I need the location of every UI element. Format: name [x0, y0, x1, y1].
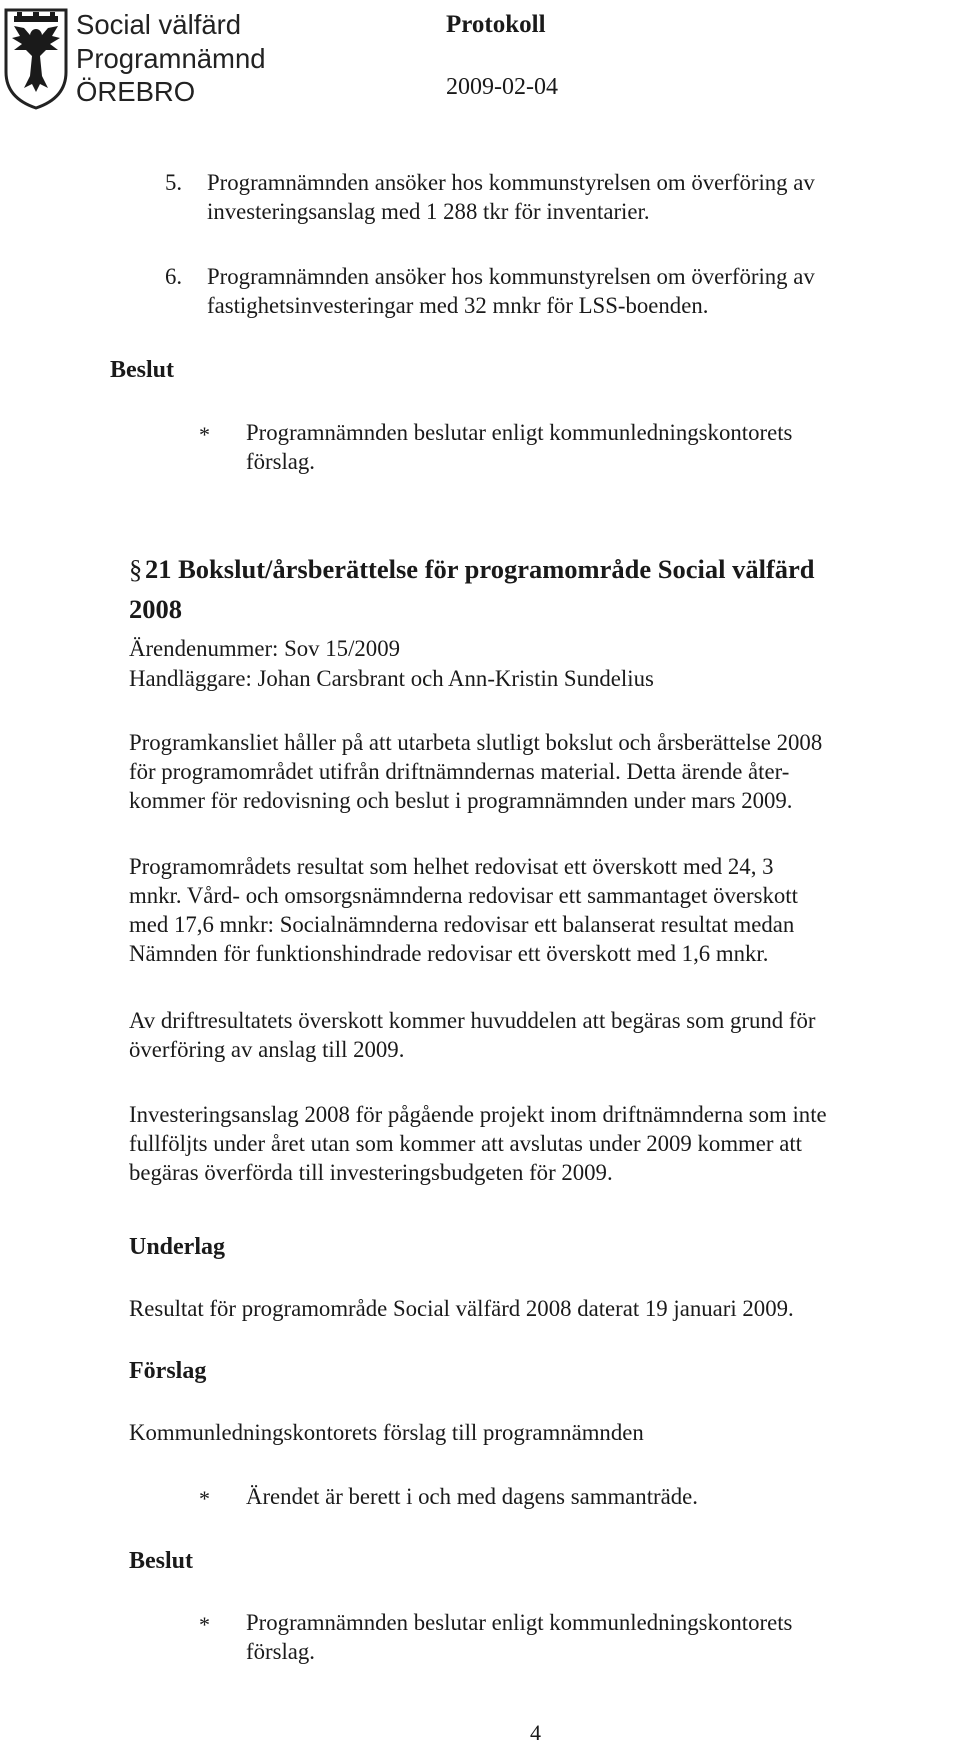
logo-line-2: Programnämnd: [76, 42, 266, 74]
list-item-line: Programnämnden ansöker hos kommunstyrelsen om överföring av: [207, 264, 815, 289]
asterisk-bullet-icon: *: [199, 1612, 210, 1637]
paragraph: [129, 852, 798, 968]
coat-of-arms-icon: [4, 6, 68, 110]
paragraph-line: Investeringsanslag 2008 för pågående projekt inom driftnämnderna som inte: [129, 1102, 827, 1127]
list-item: [207, 262, 815, 320]
logo-wordmark: [76, 8, 266, 109]
beslut-heading: Beslut: [110, 357, 175, 383]
beslut-line: förslag.: [246, 449, 316, 474]
asterisk-bullet-icon: *: [199, 422, 210, 447]
paragraph-line: med 17,6 mnkr: Socialnämnderna redovisar ett balanserat resultat medan: [129, 912, 795, 937]
organization-logo: [4, 6, 304, 110]
document-type-title: Protokoll: [446, 11, 546, 38]
paragraph-line: överföring av anslag till 2009.: [129, 1037, 405, 1062]
logo-line-3: ÖREBRO: [76, 76, 196, 107]
paragraph-line: Av driftresultatets överskott kommer huvuddelen att begäras som grund för: [129, 1008, 816, 1033]
document-date: 2009-02-04: [446, 74, 558, 100]
forslag-text: Kommunledningskontorets förslag till programnämnden: [129, 1420, 644, 1445]
list-item-line: Programnämnden ansöker hos kommunstyrelsen om överföring av: [207, 170, 815, 195]
beslut-line: Programnämnden beslutar enligt kommunledningskontorets: [246, 420, 793, 445]
asterisk-bullet-icon: *: [199, 1486, 210, 1511]
paragraph-line: för programområdet utifrån driftnämndernas material. Detta ärende åter-: [129, 759, 790, 784]
paragraph-line: kommer för redovisning och beslut i programnämnden under mars 2009.: [129, 788, 793, 813]
beslut-text: [246, 418, 792, 476]
underlag-heading: Underlag: [129, 1234, 225, 1260]
paragraph-line: Programområdets resultat som helhet redovisat ett överskott med 24, 3: [129, 854, 774, 879]
paragraph-line: Nämnden för funktionshindrade redovisar ett överskott med 1,6 mnkr.: [129, 941, 769, 966]
paragraph-line: Programkansliet håller på att utarbeta slutligt bokslut och årsberättelse 2008: [129, 730, 823, 755]
beslut-line: förslag.: [246, 1639, 316, 1664]
handlaggare: Handläggare: Johan Carsbrant och Ann-Kristin Sundelius: [129, 666, 654, 691]
paragraph: [129, 1006, 815, 1064]
forslag-bullet-text: Ärendet är berett i och med dagens sammanträde.: [246, 1484, 698, 1509]
forslag-heading: Förslag: [129, 1358, 207, 1384]
list-item-line: investeringsanslag med 1 288 tkr för inventarier.: [207, 199, 650, 224]
arendenummer: Ärendenummer: Sov 15/2009: [129, 636, 400, 661]
list-item-number: 5.: [165, 170, 183, 195]
beslut-line: Programnämnden beslutar enligt kommunledningskontorets: [246, 1610, 793, 1635]
list-item-line: fastighetsinvesteringar med 32 mnkr för LSS-boenden.: [207, 293, 709, 318]
paragraph-line: fullföljts under året utan som kommer att avslutas under 2009 kommer att: [129, 1131, 802, 1156]
beslut-text: [246, 1608, 792, 1666]
paragraph-line: mnkr. Vård- och omsorgsnämnderna redovisar ett sammantaget överskott: [129, 883, 798, 908]
section-title-line: 2008: [129, 594, 182, 624]
paragraph-line: begäras överförda till investeringsbudgeten för 2009.: [129, 1160, 613, 1185]
paragraph: [129, 728, 822, 815]
list-item: [207, 168, 815, 226]
list-item-number: 6.: [165, 264, 183, 289]
page-number: 4: [530, 1720, 541, 1745]
paragraph: [129, 1100, 827, 1187]
logo-line-1: Social välfärd: [76, 9, 242, 40]
beslut-heading: Beslut: [129, 1548, 194, 1574]
paragraph-marker: §: [129, 554, 143, 584]
section-title: [129, 549, 815, 629]
underlag-text: Resultat för programområde Social välfärd 2008 daterat 19 januari 2009.: [129, 1296, 794, 1321]
section-title-line: 21 Bokslut/årsberättelse för programområde Social välfärd: [145, 554, 815, 584]
